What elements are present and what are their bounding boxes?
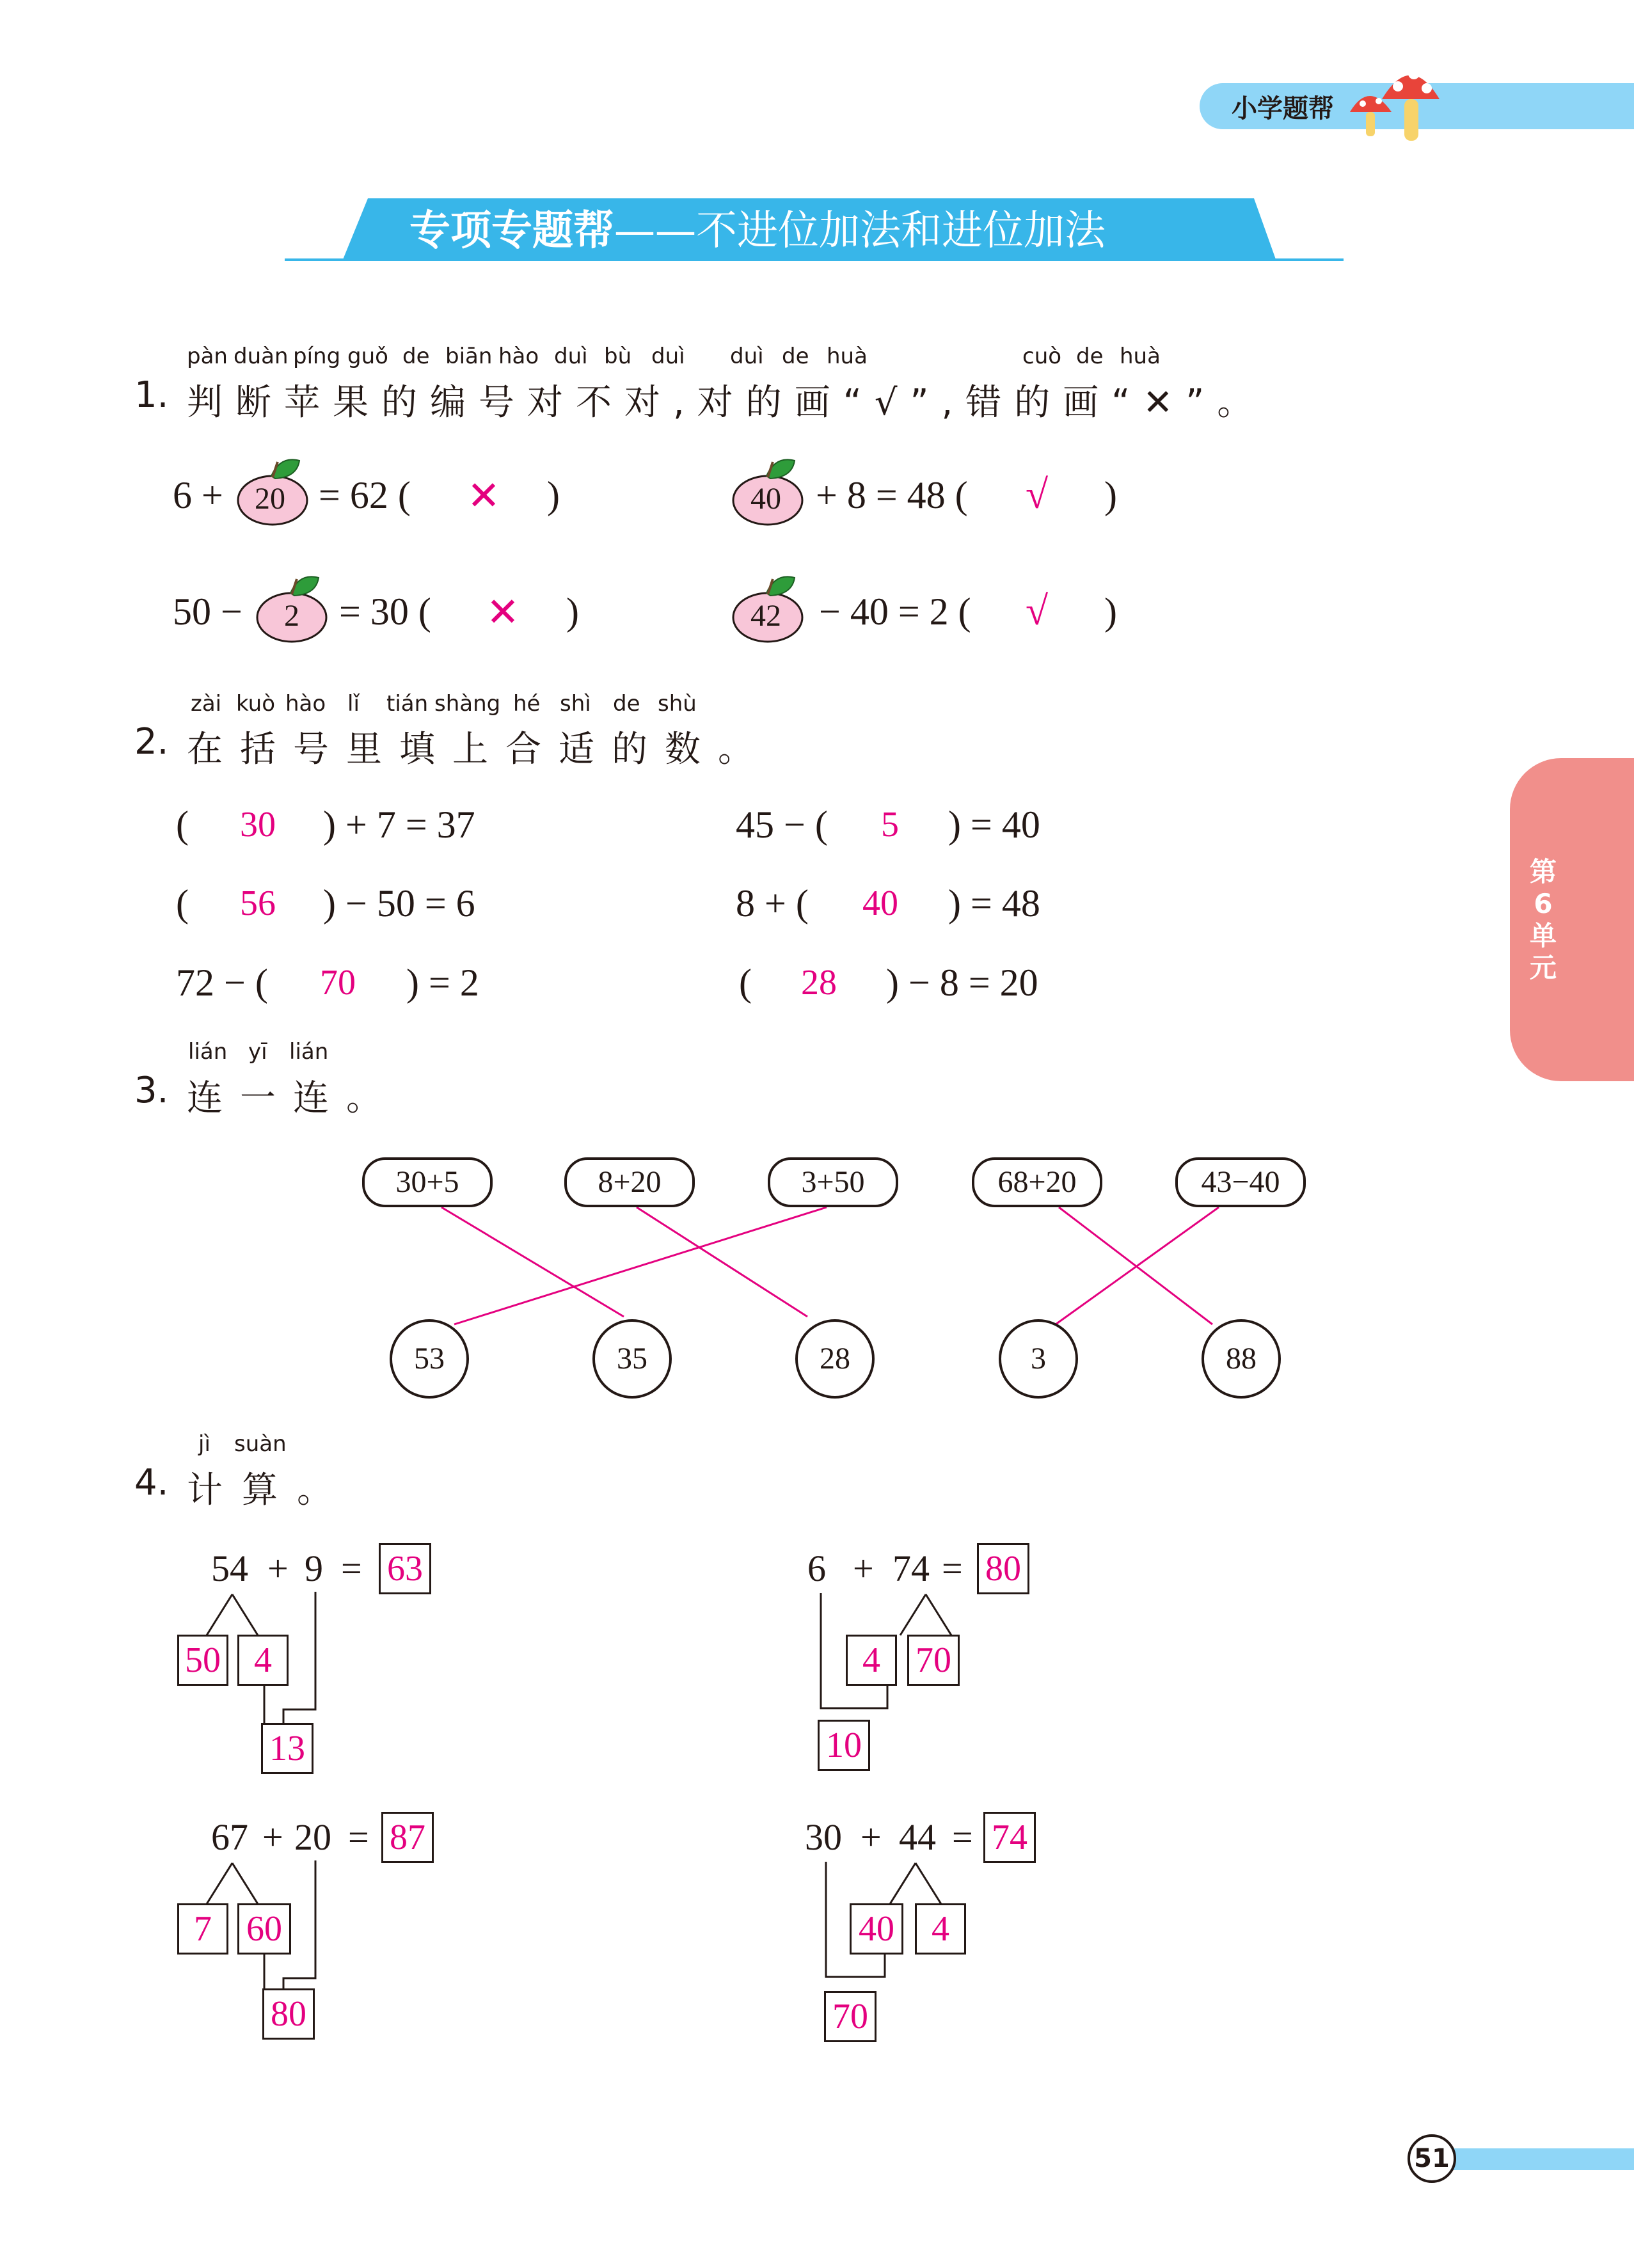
expression: = 30 ( [339, 591, 431, 633]
expression-pill[interactable]: 43−40 [1175, 1157, 1306, 1207]
expression: 8 + ( [736, 882, 809, 924]
result-circle[interactable]: 3 [999, 1319, 1078, 1399]
apple-number: 20 [255, 482, 285, 516]
answer: √ [1026, 472, 1049, 517]
pinyin: pàn [187, 344, 228, 369]
pinyin: shì [560, 691, 591, 717]
pinyin: shàng [434, 691, 501, 717]
operand: 6 [807, 1548, 826, 1589]
operand: 74 [892, 1548, 930, 1589]
pinyin: suàn [234, 1431, 287, 1457]
pinyin: lián [188, 1039, 228, 1065]
answer: 40 [862, 884, 898, 923]
split-box[interactable]: 40 [850, 1903, 903, 1955]
operand: 44 [899, 1816, 936, 1858]
pinyin: bù [604, 344, 632, 369]
result-box[interactable]: 87 [381, 1812, 434, 1863]
expression: ) = 40 [948, 804, 1040, 846]
unit-label: 第 6 单 元 [1529, 856, 1557, 983]
pinyin: biān [445, 344, 493, 369]
operand: 9 [305, 1548, 323, 1589]
answer: 30 [240, 805, 276, 845]
expression: ) + 7 = 37 [323, 804, 475, 846]
expression: 45 − ( [736, 804, 828, 846]
pinyin: shù [658, 691, 697, 717]
pinyin: tián [386, 691, 429, 717]
answer: 56 [240, 884, 276, 923]
expression: ) = 48 [948, 882, 1040, 924]
question-number: 2. [134, 721, 169, 763]
split-box[interactable]: 4 [237, 1635, 289, 1686]
question-text: 连一连。 [187, 1077, 399, 1119]
bracket: ) [1104, 474, 1117, 516]
pinyin: zài [191, 691, 222, 717]
apple-number: 2 [284, 599, 299, 633]
equals: = [348, 1816, 369, 1858]
equals: = [341, 1548, 362, 1589]
pinyin: hào [285, 691, 326, 717]
expression-pill[interactable]: 8+20 [564, 1157, 695, 1207]
expression-pill[interactable]: 68+20 [972, 1157, 1102, 1207]
answer: 5 [881, 805, 899, 845]
pinyin: de [1076, 344, 1104, 369]
question-text: 在括号里填上合适的数。 [187, 729, 771, 770]
partial-box[interactable]: 13 [261, 1723, 313, 1774]
pinyin: cuò [1022, 344, 1062, 369]
pinyin: guǒ [347, 344, 388, 369]
operator: + [861, 1816, 882, 1858]
expression: 72 − ( [176, 962, 268, 1004]
pinyin: de [613, 691, 640, 717]
answer: ✕ [467, 475, 500, 518]
result-circle[interactable]: 53 [390, 1319, 469, 1399]
result-circle[interactable]: 28 [795, 1319, 875, 1399]
answer: ✕ [486, 591, 520, 635]
pinyin: yī [248, 1039, 267, 1065]
partial-box[interactable]: 10 [818, 1720, 870, 1771]
expression: = 62 ( [319, 474, 411, 516]
equals: = [952, 1816, 973, 1858]
operand: 20 [294, 1816, 331, 1858]
split-box[interactable]: 4 [915, 1903, 966, 1955]
split-box[interactable]: 60 [237, 1903, 291, 1955]
answer: 28 [801, 963, 837, 1003]
expression-pill[interactable]: 30+5 [362, 1157, 493, 1207]
bracket: ) [1104, 591, 1117, 633]
pinyin: lián [289, 1039, 329, 1065]
page-number: 51 [1408, 2134, 1456, 2183]
operator: + [267, 1548, 289, 1589]
question-number: 3. [134, 1070, 169, 1111]
operand: 30 [805, 1816, 842, 1858]
operator: + [262, 1816, 283, 1858]
operator: + [853, 1548, 874, 1589]
pinyin: kuò [236, 691, 275, 717]
expression: ) − 8 = 20 [886, 962, 1038, 1004]
pinyin: duì [651, 344, 685, 369]
answer: √ [1026, 588, 1049, 633]
expression: − 40 = 2 ( [819, 591, 971, 633]
expression: ( [176, 882, 189, 924]
expression: 50 − [173, 591, 242, 633]
pinyin: de [782, 344, 809, 369]
operand: 54 [211, 1548, 248, 1589]
question-text: 计算。 [187, 1470, 352, 1511]
pinyin: lǐ [347, 691, 360, 717]
apple-number: 42 [750, 599, 781, 633]
result-circle[interactable]: 35 [592, 1319, 672, 1399]
result-box[interactable]: 80 [977, 1543, 1029, 1594]
partial-box[interactable]: 80 [262, 1988, 315, 2040]
pinyin: de [402, 344, 430, 369]
split-box[interactable]: 7 [177, 1903, 228, 1955]
answer: 70 [320, 963, 356, 1003]
split-box[interactable]: 70 [907, 1635, 960, 1686]
pinyin: jì [198, 1431, 210, 1457]
pinyin: huà [827, 344, 868, 369]
question-number: 1. [134, 374, 169, 416]
pinyin: huà [1120, 344, 1161, 369]
pinyin: duì [730, 344, 764, 369]
expression-pill[interactable]: 3+50 [768, 1157, 898, 1207]
result-box[interactable]: 63 [379, 1543, 431, 1594]
pinyin: duàn [234, 344, 289, 369]
bracket: ) [547, 474, 560, 516]
split-box[interactable]: 4 [846, 1635, 897, 1686]
question-number: 4. [134, 1462, 169, 1503]
pinyin: hé [513, 691, 541, 717]
expression: ) − 50 = 6 [323, 882, 475, 924]
expression: ( [176, 804, 189, 846]
expression: + 8 = 48 ( [816, 474, 968, 516]
page-title: 专项专题帮——不进位加法和进位加法 [409, 207, 1106, 255]
result-circle[interactable]: 88 [1202, 1319, 1281, 1399]
partial-box[interactable]: 70 [824, 1991, 876, 2042]
expression: ( [739, 962, 752, 1004]
pinyin: duì [554, 344, 588, 369]
expression: 6 + [173, 474, 223, 516]
split-box[interactable]: 50 [177, 1635, 228, 1686]
question-text: 判断苹果的编号对不对,对的画“√”,错的画“✕”。 [187, 382, 1266, 424]
page-number-bar [1440, 2148, 1634, 2170]
header-brand: 小学题帮 [1232, 94, 1334, 123]
operand: 67 [211, 1816, 248, 1858]
apple-number: 40 [750, 482, 781, 516]
result-box[interactable]: 74 [983, 1812, 1036, 1863]
equals: = [942, 1548, 963, 1589]
pinyin: hào [498, 344, 539, 369]
bracket: ) [566, 591, 579, 633]
pinyin: píng [293, 344, 341, 369]
expression: ) = 2 [406, 962, 479, 1004]
